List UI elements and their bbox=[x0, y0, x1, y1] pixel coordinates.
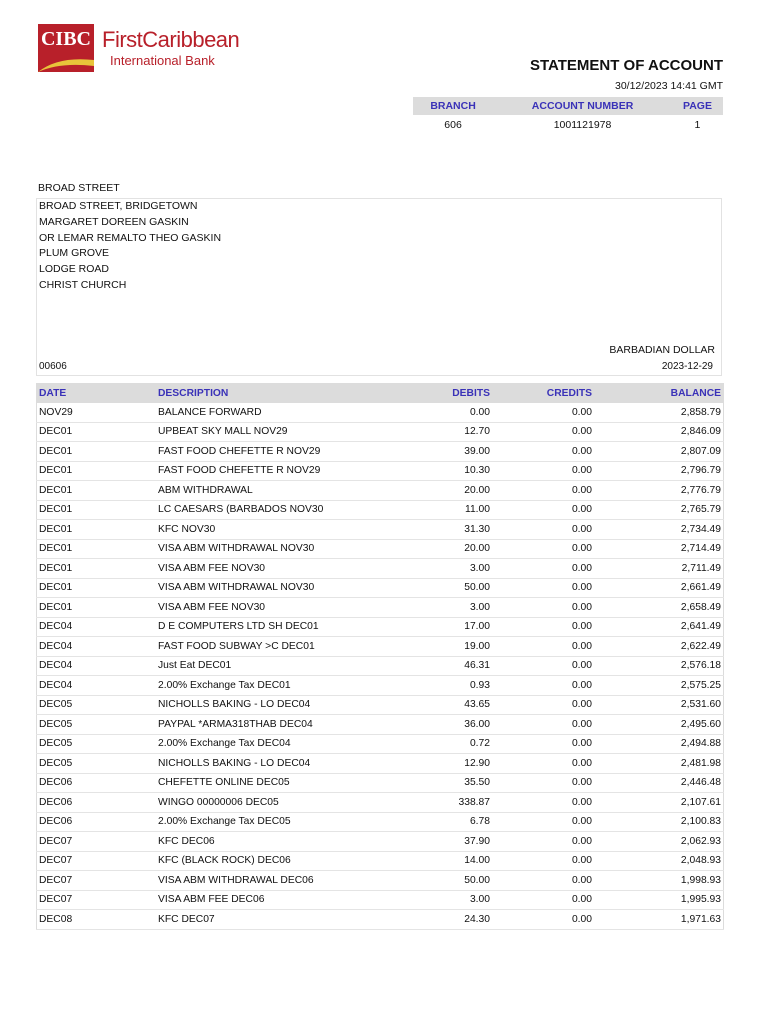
transaction-credit: 0.00 bbox=[492, 481, 594, 501]
transaction-credit: 0.00 bbox=[492, 461, 594, 481]
transaction-balance: 2,481.98 bbox=[594, 754, 724, 774]
transaction-balance: 2,531.60 bbox=[594, 695, 724, 715]
transaction-date: DEC01 bbox=[37, 559, 157, 579]
transaction-balance: 2,575.25 bbox=[594, 676, 724, 696]
transaction-balance: 2,661.49 bbox=[594, 578, 724, 598]
transaction-date: DEC05 bbox=[37, 715, 157, 735]
transaction-description: CHEFETTE ONLINE DEC05 bbox=[156, 773, 390, 793]
transaction-credit: 0.00 bbox=[492, 520, 594, 540]
debits-column-header: DEBITS bbox=[390, 384, 492, 404]
transaction-credit: 0.00 bbox=[492, 695, 594, 715]
transaction-description: FAST FOOD CHEFETTE R NOV29 bbox=[156, 461, 390, 481]
transaction-description: BALANCE FORWARD bbox=[156, 403, 390, 422]
transaction-balance: 2,494.88 bbox=[594, 734, 724, 754]
transaction-credit: 0.00 bbox=[492, 598, 594, 618]
transaction-debit: 19.00 bbox=[390, 637, 492, 657]
page-header: PAGE bbox=[672, 97, 723, 115]
transaction-credit: 0.00 bbox=[492, 754, 594, 774]
transaction-credit: 0.00 bbox=[492, 890, 594, 910]
transaction-description: KFC (BLACK ROCK) DEC06 bbox=[156, 851, 390, 871]
transaction-credit: 0.00 bbox=[492, 539, 594, 559]
table-row bbox=[37, 637, 724, 657]
table-row bbox=[37, 422, 724, 442]
table-row bbox=[37, 539, 724, 559]
transaction-description: D E COMPUTERS LTD SH DEC01 bbox=[156, 617, 390, 637]
transaction-balance: 2,711.49 bbox=[594, 559, 724, 579]
transaction-debit: 0.93 bbox=[390, 676, 492, 696]
transaction-balance: 2,846.09 bbox=[594, 422, 724, 442]
transaction-debit: 35.50 bbox=[390, 773, 492, 793]
table-row bbox=[37, 656, 724, 676]
transaction-date: DEC01 bbox=[37, 500, 157, 520]
table-row bbox=[37, 598, 724, 618]
address-line: OR LEMAR REMALTO THEO GASKIN bbox=[39, 232, 222, 244]
transaction-balance: 1,995.93 bbox=[594, 890, 724, 910]
transaction-credit: 0.00 bbox=[492, 617, 594, 637]
transaction-date: DEC01 bbox=[37, 520, 157, 540]
branch-header: BRANCH bbox=[413, 97, 493, 115]
table-row bbox=[37, 442, 724, 462]
transaction-balance: 2,776.79 bbox=[594, 481, 724, 501]
table-row bbox=[37, 734, 724, 754]
transaction-balance: 2,576.18 bbox=[594, 656, 724, 676]
transaction-credit: 0.00 bbox=[492, 676, 594, 696]
statement-datetime: 30/12/2023 14:41 GMT bbox=[615, 80, 723, 92]
page-value: 1 bbox=[694, 119, 701, 131]
transaction-description: VISA ABM WITHDRAWAL DEC06 bbox=[156, 871, 390, 891]
transaction-balance: 2,446.48 bbox=[594, 773, 724, 793]
table-row bbox=[37, 890, 724, 910]
transaction-date: DEC06 bbox=[37, 793, 157, 813]
transaction-debit: 12.90 bbox=[390, 754, 492, 774]
transaction-credit: 0.00 bbox=[492, 403, 594, 422]
table-row bbox=[37, 832, 724, 852]
transaction-debit: 3.00 bbox=[390, 598, 492, 618]
account-number-header: ACCOUNT NUMBER bbox=[493, 97, 672, 115]
transaction-credit: 0.00 bbox=[492, 773, 594, 793]
transaction-debit: 12.70 bbox=[390, 422, 492, 442]
table-row bbox=[37, 403, 724, 422]
transaction-date: DEC01 bbox=[37, 578, 157, 598]
transaction-description: NICHOLLS BAKING - LO DEC04 bbox=[156, 754, 390, 774]
transaction-description: WINGO 00000006 DEC05 bbox=[156, 793, 390, 813]
transaction-description: KFC NOV30 bbox=[156, 520, 390, 540]
table-row bbox=[37, 500, 724, 520]
transaction-debit: 31.30 bbox=[390, 520, 492, 540]
transaction-date: DEC06 bbox=[37, 812, 157, 832]
bank-name: FirstCaribbean bbox=[102, 27, 240, 52]
branch-name: BROAD STREET bbox=[38, 182, 120, 194]
transaction-description: 2.00% Exchange Tax DEC05 bbox=[156, 812, 390, 832]
transaction-debit: 36.00 bbox=[390, 715, 492, 735]
address-line: MARGARET DOREEN GASKIN bbox=[39, 216, 189, 228]
table-row bbox=[37, 715, 724, 735]
transaction-description: VISA ABM FEE NOV30 bbox=[156, 598, 390, 618]
table-row bbox=[37, 559, 724, 579]
bank-subtitle: International Bank bbox=[110, 53, 215, 68]
transaction-debit: 14.00 bbox=[390, 851, 492, 871]
transaction-balance: 2,796.79 bbox=[594, 461, 724, 481]
transaction-date: DEC01 bbox=[37, 442, 157, 462]
transaction-balance: 2,641.49 bbox=[594, 617, 724, 637]
transaction-balance: 1,998.93 bbox=[594, 871, 724, 891]
transaction-date: DEC04 bbox=[37, 617, 157, 637]
table-row bbox=[37, 461, 724, 481]
table-row bbox=[37, 754, 724, 774]
table-row bbox=[37, 851, 724, 871]
table-row bbox=[37, 812, 724, 832]
transaction-balance: 2,062.93 bbox=[594, 832, 724, 852]
transaction-description: VISA ABM FEE DEC06 bbox=[156, 890, 390, 910]
transaction-credit: 0.00 bbox=[492, 637, 594, 657]
transaction-description: KFC DEC07 bbox=[156, 910, 390, 930]
transaction-balance: 2,714.49 bbox=[594, 539, 724, 559]
transaction-date: DEC07 bbox=[37, 890, 157, 910]
transaction-balance: 2,495.60 bbox=[594, 715, 724, 735]
address-box bbox=[36, 198, 722, 376]
transaction-balance: 2,622.49 bbox=[594, 637, 724, 657]
table-row bbox=[37, 520, 724, 540]
transaction-balance: 2,100.83 bbox=[594, 812, 724, 832]
transaction-debit: 338.87 bbox=[390, 793, 492, 813]
table-row bbox=[37, 617, 724, 637]
transaction-date: DEC05 bbox=[37, 734, 157, 754]
description-column-header: DESCRIPTION bbox=[156, 384, 390, 404]
transaction-debit: 50.00 bbox=[390, 578, 492, 598]
logo-mark-text: CIBC bbox=[40, 28, 91, 50]
table-row bbox=[37, 695, 724, 715]
transaction-date: DEC07 bbox=[37, 832, 157, 852]
transaction-description: FAST FOOD CHEFETTE R NOV29 bbox=[156, 442, 390, 462]
transaction-debit: 3.00 bbox=[390, 890, 492, 910]
date-column-header: DATE bbox=[37, 384, 157, 404]
transaction-balance: 2,048.93 bbox=[594, 851, 724, 871]
transaction-date: DEC01 bbox=[37, 461, 157, 481]
transaction-balance: 2,658.49 bbox=[594, 598, 724, 618]
branch-value: 606 bbox=[444, 119, 462, 131]
transaction-credit: 0.00 bbox=[492, 832, 594, 852]
table-row bbox=[37, 676, 724, 696]
address-line: CHRIST CHURCH bbox=[39, 279, 127, 291]
transaction-debit: 6.78 bbox=[390, 812, 492, 832]
transaction-credit: 0.00 bbox=[492, 851, 594, 871]
transaction-date: DEC04 bbox=[37, 637, 157, 657]
transaction-credit: 0.00 bbox=[492, 422, 594, 442]
transaction-debit: 37.90 bbox=[390, 832, 492, 852]
account-number-value: 1001121978 bbox=[553, 119, 612, 131]
transaction-credit: 0.00 bbox=[492, 871, 594, 891]
table-row bbox=[37, 773, 724, 793]
cibc-logo-mark bbox=[38, 24, 94, 72]
statement-date: 2023-12-29 bbox=[661, 361, 713, 372]
transaction-debit: 50.00 bbox=[390, 871, 492, 891]
address-line: BROAD STREET, BRIDGETOWN bbox=[39, 200, 198, 212]
transaction-balance: 2,858.79 bbox=[594, 403, 724, 422]
transaction-date: DEC05 bbox=[37, 754, 157, 774]
transaction-debit: 20.00 bbox=[390, 539, 492, 559]
transaction-date: DEC07 bbox=[37, 851, 157, 871]
table-row bbox=[37, 481, 724, 501]
transaction-description: ABM WITHDRAWAL bbox=[156, 481, 390, 501]
transaction-balance: 2,107.61 bbox=[594, 793, 724, 813]
transaction-date: DEC01 bbox=[37, 422, 157, 442]
transaction-credit: 0.00 bbox=[492, 910, 594, 930]
table-row bbox=[37, 910, 724, 930]
transaction-description: PAYPAL *ARMA318THAB DEC04 bbox=[156, 715, 390, 735]
logo-wave-icon bbox=[38, 52, 94, 72]
transaction-date: DEC07 bbox=[37, 871, 157, 891]
transaction-credit: 0.00 bbox=[492, 442, 594, 462]
transaction-balance: 1,971.63 bbox=[594, 910, 724, 930]
statement-title: STATEMENT OF ACCOUNT bbox=[529, 57, 723, 74]
transaction-debit: 17.00 bbox=[390, 617, 492, 637]
transaction-credit: 0.00 bbox=[492, 559, 594, 579]
branch-code: 00606 bbox=[39, 361, 67, 372]
transaction-date: DEC01 bbox=[37, 539, 157, 559]
transactions-table bbox=[36, 383, 724, 930]
transactions-body bbox=[37, 403, 724, 929]
transaction-date: DEC08 bbox=[37, 910, 157, 930]
transaction-credit: 0.00 bbox=[492, 500, 594, 520]
transaction-credit: 0.00 bbox=[492, 578, 594, 598]
transaction-credit: 0.00 bbox=[492, 734, 594, 754]
balance-column-header: BALANCE bbox=[594, 384, 724, 404]
transaction-date: DEC01 bbox=[37, 481, 157, 501]
table-row bbox=[37, 793, 724, 813]
transaction-credit: 0.00 bbox=[492, 656, 594, 676]
transaction-debit: 24.30 bbox=[390, 910, 492, 930]
transaction-description: NICHOLLS BAKING - LO DEC04 bbox=[156, 695, 390, 715]
transaction-date: DEC06 bbox=[37, 773, 157, 793]
transaction-debit: 10.30 bbox=[390, 461, 492, 481]
transaction-description: VISA ABM FEE NOV30 bbox=[156, 559, 390, 579]
transaction-debit: 20.00 bbox=[390, 481, 492, 501]
address-line: PLUM GROVE bbox=[39, 247, 110, 259]
transaction-date: NOV29 bbox=[37, 403, 157, 422]
transaction-date: DEC04 bbox=[37, 656, 157, 676]
table-row bbox=[37, 578, 724, 598]
table-row bbox=[37, 871, 724, 891]
transaction-description: Just Eat DEC01 bbox=[156, 656, 390, 676]
bank-logo bbox=[38, 24, 239, 72]
transaction-debit: 11.00 bbox=[390, 500, 492, 520]
transaction-description: LC CAESARS (BARBADOS NOV30 bbox=[156, 500, 390, 520]
transaction-credit: 0.00 bbox=[492, 812, 594, 832]
credits-column-header: CREDITS bbox=[492, 384, 594, 404]
transaction-description: FAST FOOD SUBWAY >C DEC01 bbox=[156, 637, 390, 657]
transaction-date: DEC01 bbox=[37, 598, 157, 618]
transaction-description: UPBEAT SKY MALL NOV29 bbox=[156, 422, 390, 442]
transaction-debit: 46.31 bbox=[390, 656, 492, 676]
transaction-balance: 2,734.49 bbox=[594, 520, 724, 540]
transaction-description: 2.00% Exchange Tax DEC01 bbox=[156, 676, 390, 696]
transaction-description: VISA ABM WITHDRAWAL NOV30 bbox=[156, 578, 390, 598]
transaction-description: 2.00% Exchange Tax DEC04 bbox=[156, 734, 390, 754]
transaction-debit: 0.00 bbox=[390, 403, 492, 422]
address-line: LODGE ROAD bbox=[39, 263, 110, 275]
transaction-debit: 0.72 bbox=[390, 734, 492, 754]
transaction-debit: 3.00 bbox=[390, 559, 492, 579]
transaction-date: DEC04 bbox=[37, 676, 157, 696]
transaction-debit: 39.00 bbox=[390, 442, 492, 462]
currency-label: BARBADIAN DOLLAR bbox=[609, 344, 715, 356]
account-info-table bbox=[413, 97, 723, 135]
transaction-date: DEC05 bbox=[37, 695, 157, 715]
transaction-description: KFC DEC06 bbox=[156, 832, 390, 852]
transaction-debit: 43.65 bbox=[390, 695, 492, 715]
transaction-balance: 2,807.09 bbox=[594, 442, 724, 462]
transaction-credit: 0.00 bbox=[492, 793, 594, 813]
transaction-description: VISA ABM WITHDRAWAL NOV30 bbox=[156, 539, 390, 559]
transaction-credit: 0.00 bbox=[492, 715, 594, 735]
transaction-balance: 2,765.79 bbox=[594, 500, 724, 520]
